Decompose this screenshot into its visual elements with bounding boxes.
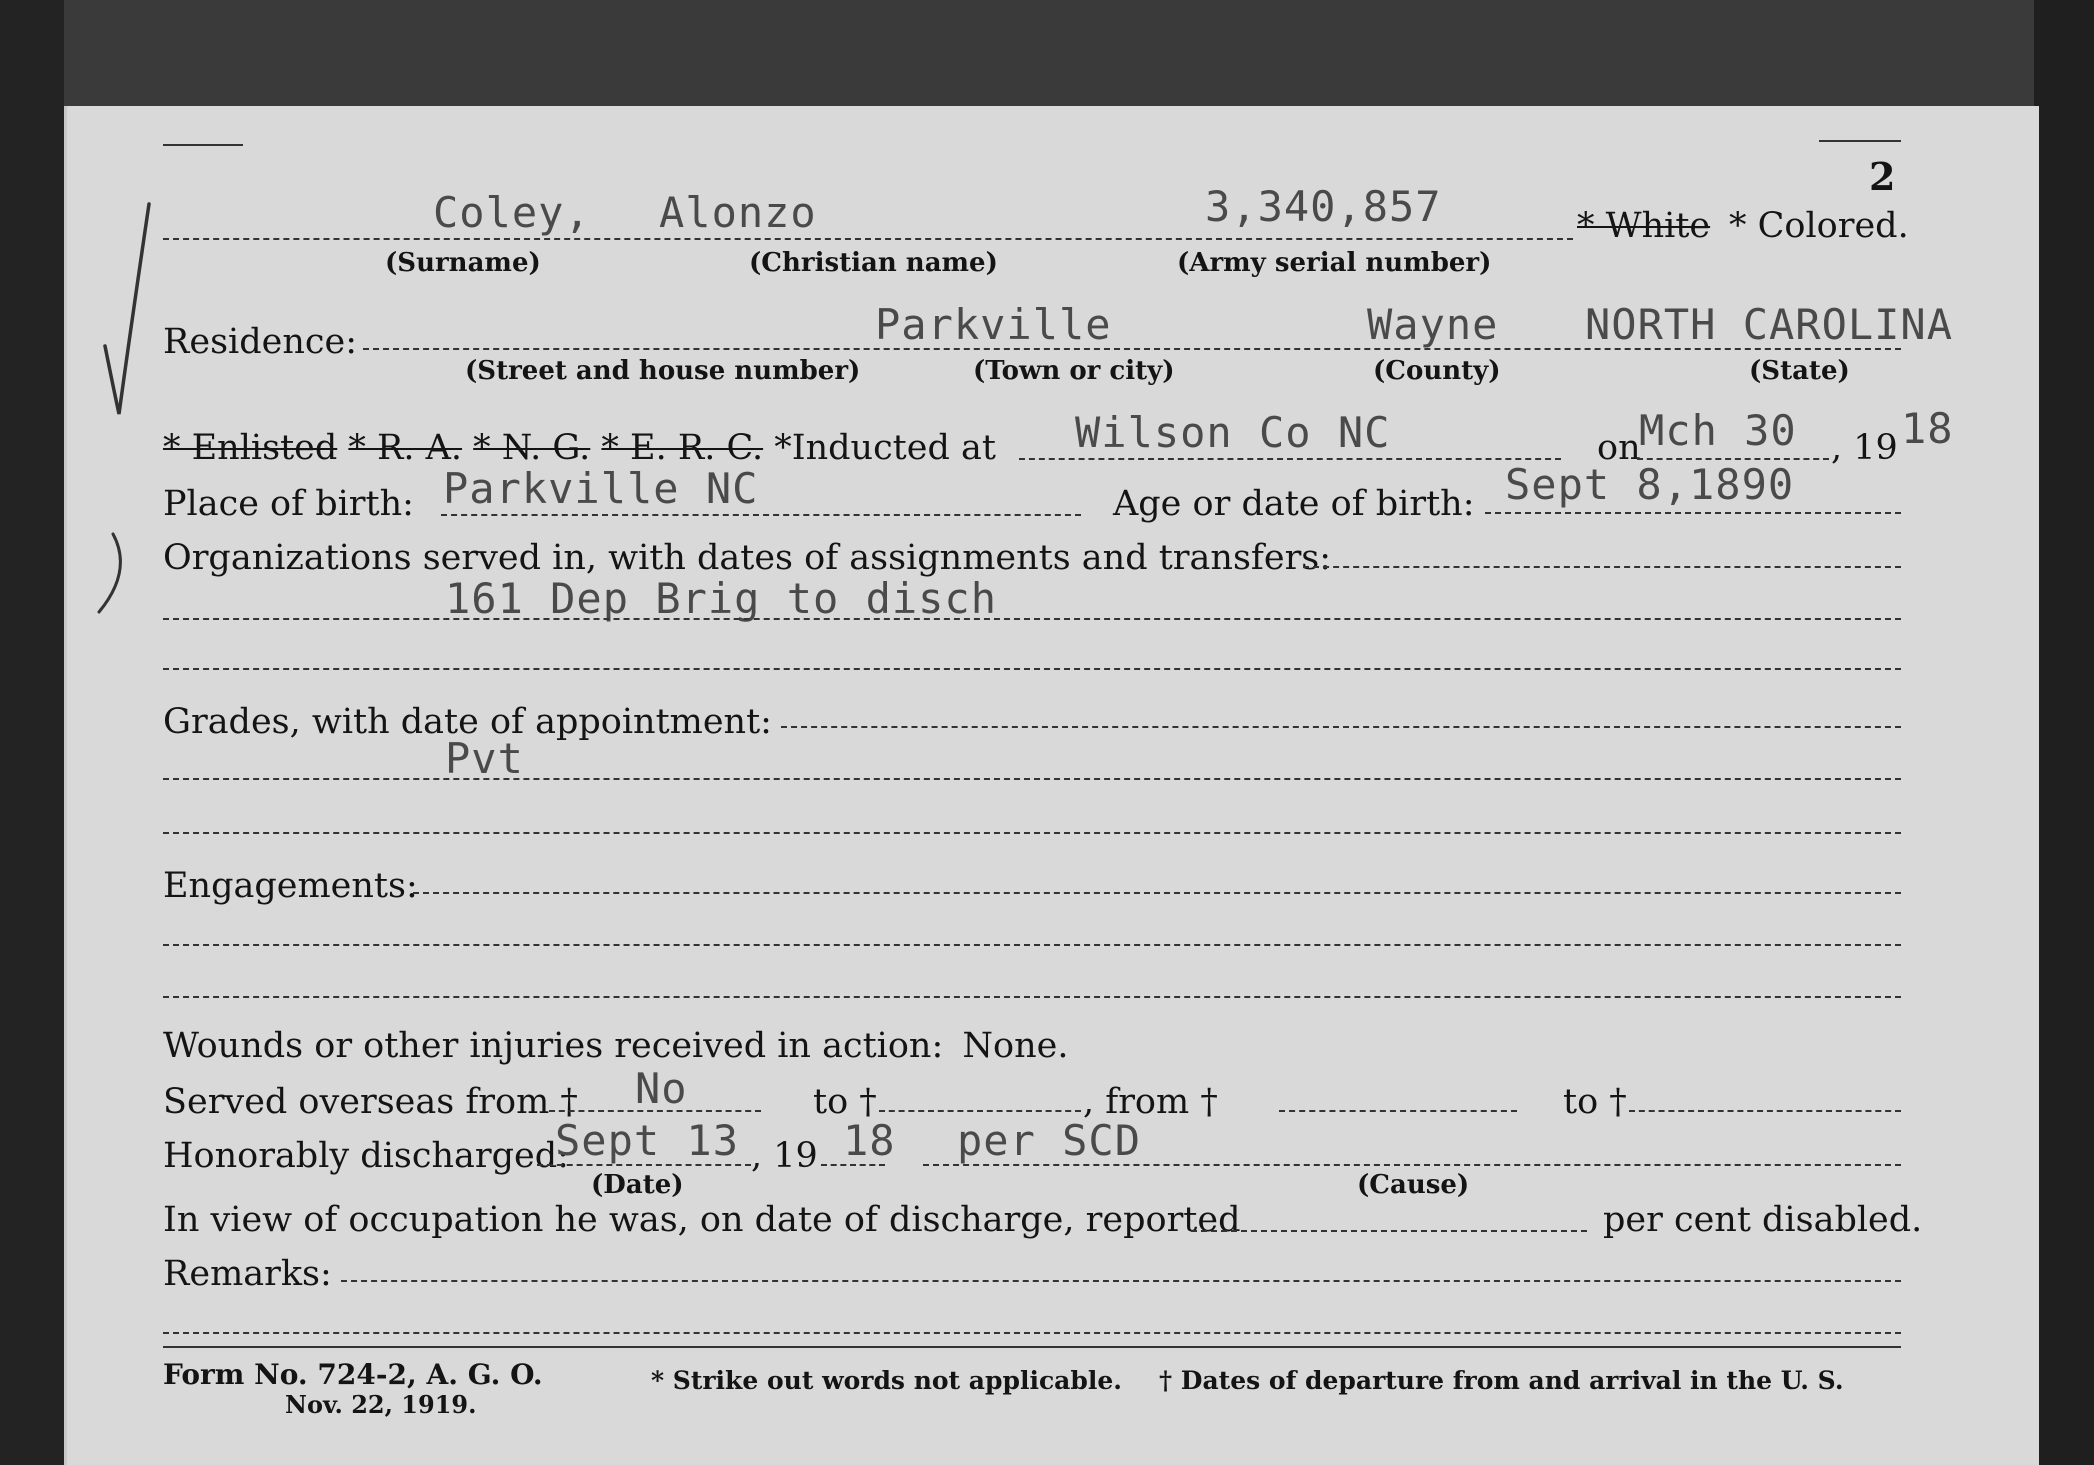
overseas-from-line: [549, 1110, 761, 1112]
dates-note: † Dates of departure from and arrival in the U. S.: [1159, 1366, 1844, 1395]
wounds-label: Wounds or other injuries received in action: None.: [163, 1026, 1069, 1066]
surname-value: Coley,: [433, 188, 591, 237]
induction-date-value: Mch 30: [1639, 406, 1797, 455]
check-mark-icon: [97, 196, 167, 426]
race-colored-label: * Colored.: [1729, 206, 1909, 246]
inducted-at-label: *Inducted at: [774, 428, 996, 468]
place-of-birth-label: Place of birth:: [163, 484, 414, 524]
form-date: Nov. 22, 1919.: [285, 1390, 477, 1419]
form-number: Form No. 724-2, A. G. O.: [163, 1358, 543, 1391]
scan-background-right: [2034, 0, 2094, 1465]
overseas-to-label: to †: [813, 1082, 877, 1122]
surname-caption: (Surname): [385, 248, 541, 278]
enlistment-type-labels: [163, 428, 996, 468]
on-label: on: [1597, 428, 1641, 468]
discharged-label: Honorably discharged:: [163, 1136, 569, 1176]
engagements-label: Engagements:: [163, 866, 418, 906]
engagements-line-3: [163, 996, 1901, 998]
county-caption: (County): [1373, 356, 1501, 386]
residence-label: Residence:: [163, 322, 357, 362]
organizations-line-3: [163, 668, 1901, 670]
organizations-label: Organizations served in, with dates of assignments and transfers:: [163, 538, 1332, 578]
age-date-of-birth-label: Age or date of birth:: [1113, 484, 1475, 524]
erc-label: * E. R. C.: [601, 428, 764, 468]
place-of-birth-line: [441, 514, 1081, 516]
name-line: [163, 238, 1573, 240]
discharge-year-prefix: , 19: [751, 1136, 818, 1176]
served-overseas-label: Served overseas from †: [163, 1082, 578, 1122]
inducted-place-line: [1019, 458, 1561, 460]
enlisted-label: * Enlisted: [163, 428, 338, 468]
engagements-line-1: [413, 892, 1901, 894]
discharge-cause-caption: (Cause): [1357, 1170, 1470, 1200]
inducted-place-value: Wilson Co NC: [1075, 408, 1391, 457]
residence-line: [363, 348, 1901, 350]
organizations-value: 161 Dep Brig to disch: [445, 574, 998, 623]
induction-year-prefix: , 19: [1831, 428, 1898, 468]
discharge-cause-line: [923, 1164, 1901, 1166]
ng-label: * N. G.: [473, 428, 591, 468]
discharge-date-caption: (Date): [591, 1170, 684, 1200]
discharge-year-value: 18: [843, 1116, 896, 1165]
grades-line-3: [163, 832, 1901, 834]
page-number: 2: [1869, 154, 1896, 199]
race-white-label: * White: [1577, 206, 1711, 246]
service-record-card: [64, 106, 2039, 1465]
top-right-rule: [1819, 140, 1901, 142]
residence-county-value: Wayne: [1367, 300, 1499, 349]
place-of-birth-value: Parkville NC: [443, 464, 759, 513]
organizations-line-2: [163, 618, 1901, 620]
discharge-date-line: [537, 1164, 751, 1166]
induction-year-value: 18: [1901, 404, 1954, 453]
bracket-mark-icon: [89, 526, 139, 626]
overseas-to-label-2: to †: [1563, 1082, 1627, 1122]
remarks-line-1: [341, 1280, 1901, 1282]
remarks-line-2: [163, 1332, 1901, 1334]
overseas-from-line-2: [1279, 1110, 1517, 1112]
christian-name-caption: (Christian name): [749, 248, 998, 278]
serial-number-caption: (Army serial number): [1177, 248, 1492, 278]
discharge-cause-value: per SCD: [957, 1116, 1142, 1165]
grades-value: Pvt: [445, 734, 524, 783]
town-caption: (Town or city): [973, 356, 1175, 386]
grades-line-2: [163, 778, 1901, 780]
overseas-from-value: No: [635, 1064, 688, 1113]
street-caption: (Street and house number): [465, 356, 861, 386]
date-of-birth-line: [1485, 512, 1901, 514]
discharge-year-line: [821, 1164, 885, 1166]
state-caption: (State): [1749, 356, 1850, 386]
overseas-to-line: [879, 1110, 1081, 1112]
overseas-from-label-2: , from †: [1083, 1082, 1218, 1122]
remarks-label: Remarks:: [163, 1254, 332, 1294]
christian-name-value: Alonzo: [659, 188, 817, 237]
residence-state-value: NORTH CAROLINA: [1585, 300, 1954, 349]
scan-background-top: [0, 0, 2094, 108]
engagements-line-2: [163, 944, 1901, 946]
ra-label: * R. A.: [348, 428, 463, 468]
grades-label: Grades, with date of appointment:: [163, 702, 772, 742]
residence-town-value: Parkville: [875, 300, 1112, 349]
top-left-rule: [163, 144, 243, 146]
disability-suffix: per cent disabled.: [1603, 1200, 1923, 1240]
scan-background-left: [0, 0, 64, 1465]
footer-rule: [163, 1346, 1901, 1348]
disability-line: [1191, 1230, 1587, 1232]
grades-line-1: [781, 726, 1901, 728]
date-of-birth-value: Sept 8,1890: [1505, 460, 1795, 509]
serial-number-value: 3,340,857: [1205, 182, 1442, 231]
organizations-line-1: [1303, 566, 1901, 568]
discharge-date-value: Sept 13: [555, 1116, 740, 1165]
disability-label: In view of occupation he was, on date of discharge, reported: [163, 1200, 1241, 1240]
overseas-to-line-2: [1629, 1110, 1901, 1112]
strike-note: * Strike out words not applicable.: [651, 1366, 1122, 1395]
wounds-value: None.: [962, 1026, 1069, 1066]
